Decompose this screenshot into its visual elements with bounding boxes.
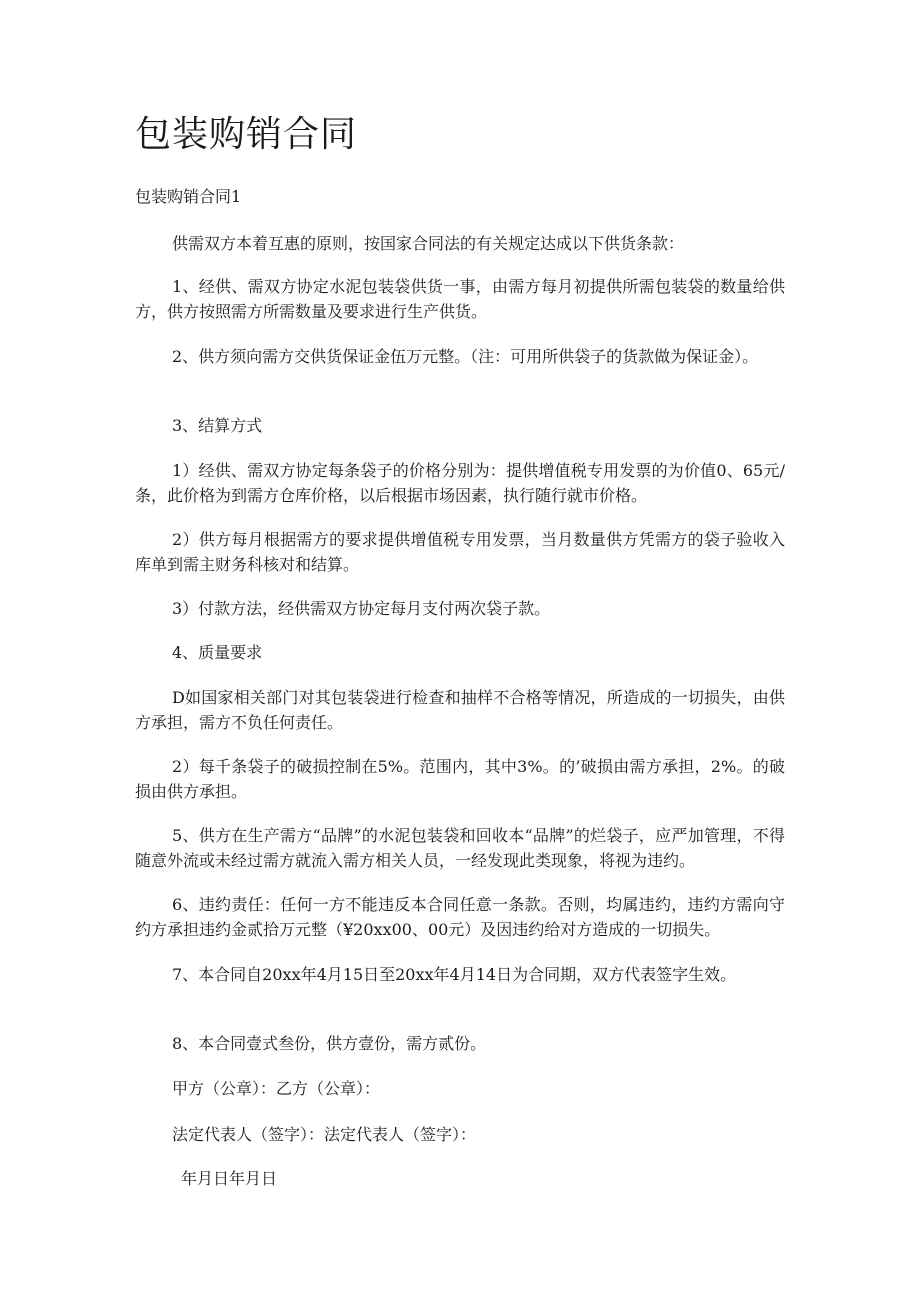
document-subtitle: 包装购销合同1 [135, 187, 242, 206]
signature-representatives: 法定代表人（签字）：法定代表人（签字）： [172, 1125, 477, 1144]
clause-3-item-2: 2）供方每月根据需方的要求提供增值税专用发票，当月数量供方凭需方的袋子验收入库单到需主财务科核对和结算。 [135, 530, 785, 574]
signature-parties: 甲方（公章）：乙方（公章）： [172, 1079, 381, 1098]
document-title: 包装购销合同 [135, 114, 358, 155]
clause-6-paragraph: 6、违约责任：任何一方不能违反本合同任意一条款。否则，均属违约，违约方需向守约方承担违约金贰拾万元整（¥20xx00、00元）及因违约给对方造成的一切损失。 [135, 895, 785, 939]
clause-2-paragraph: 2、供方须向需方交供货保证金伍万元整。（注：可用所供袋子的货款做为保证金）。 [172, 347, 759, 366]
clause-5-paragraph: 5、供方在生产需方“品牌”的水泥包装袋和回收本“品牌”的烂袋子，应严加管理，不得随意外流或未经过需方就流入需方相关人员，一经发现此类现象，将视为违约。 [135, 826, 785, 870]
clause-7-paragraph: 7、本合同自20xx年4月15日至20xx年4月14日为合同期，双方代表签字生效。 [172, 965, 737, 984]
preamble-paragraph: 供需双方本着互惠的原则，按国家合同法的有关规定达成以下供货条款： [172, 234, 685, 253]
clause-3-item-1: 1）经供、需双方协定每条袋子的价格分别为：提供增值税专用发票的为价值0、65元/条，此价格为到需方仓库价格，以后根据市场因素，执行随行就市价格。 [135, 461, 785, 505]
clause-4-item-1: D如国家相关部门对其包装袋进行检查和抽样不合格等情况，所造成的一切损失，由供方承担，需方不负任何责任。 [135, 688, 785, 732]
clause-8-paragraph: 8、本合同壹式叁份，供方壹份，需方贰份。 [172, 1034, 487, 1053]
signature-date: 年月日年月日 [181, 1169, 278, 1188]
clause-4-item-2: 2）每千条袋子的破损控制在5%。范围内，其中3%。的’破损由需方承担，2%。的破损由供方承担。 [135, 757, 785, 801]
clause-1-paragraph: 1、经供、需双方协定水泥包装袋供货一事，由需方每月初提供所需包装袋的数量给供方，供方按照需方所需数量及要求进行生产供货。 [135, 277, 785, 321]
clause-4-heading: 4、质量要求 [172, 643, 263, 662]
clause-3-heading: 3、结算方式 [172, 416, 263, 435]
clause-3-item-3: 3）付款方法，经供需双方协定每月支付两次袋子款。 [172, 599, 551, 618]
